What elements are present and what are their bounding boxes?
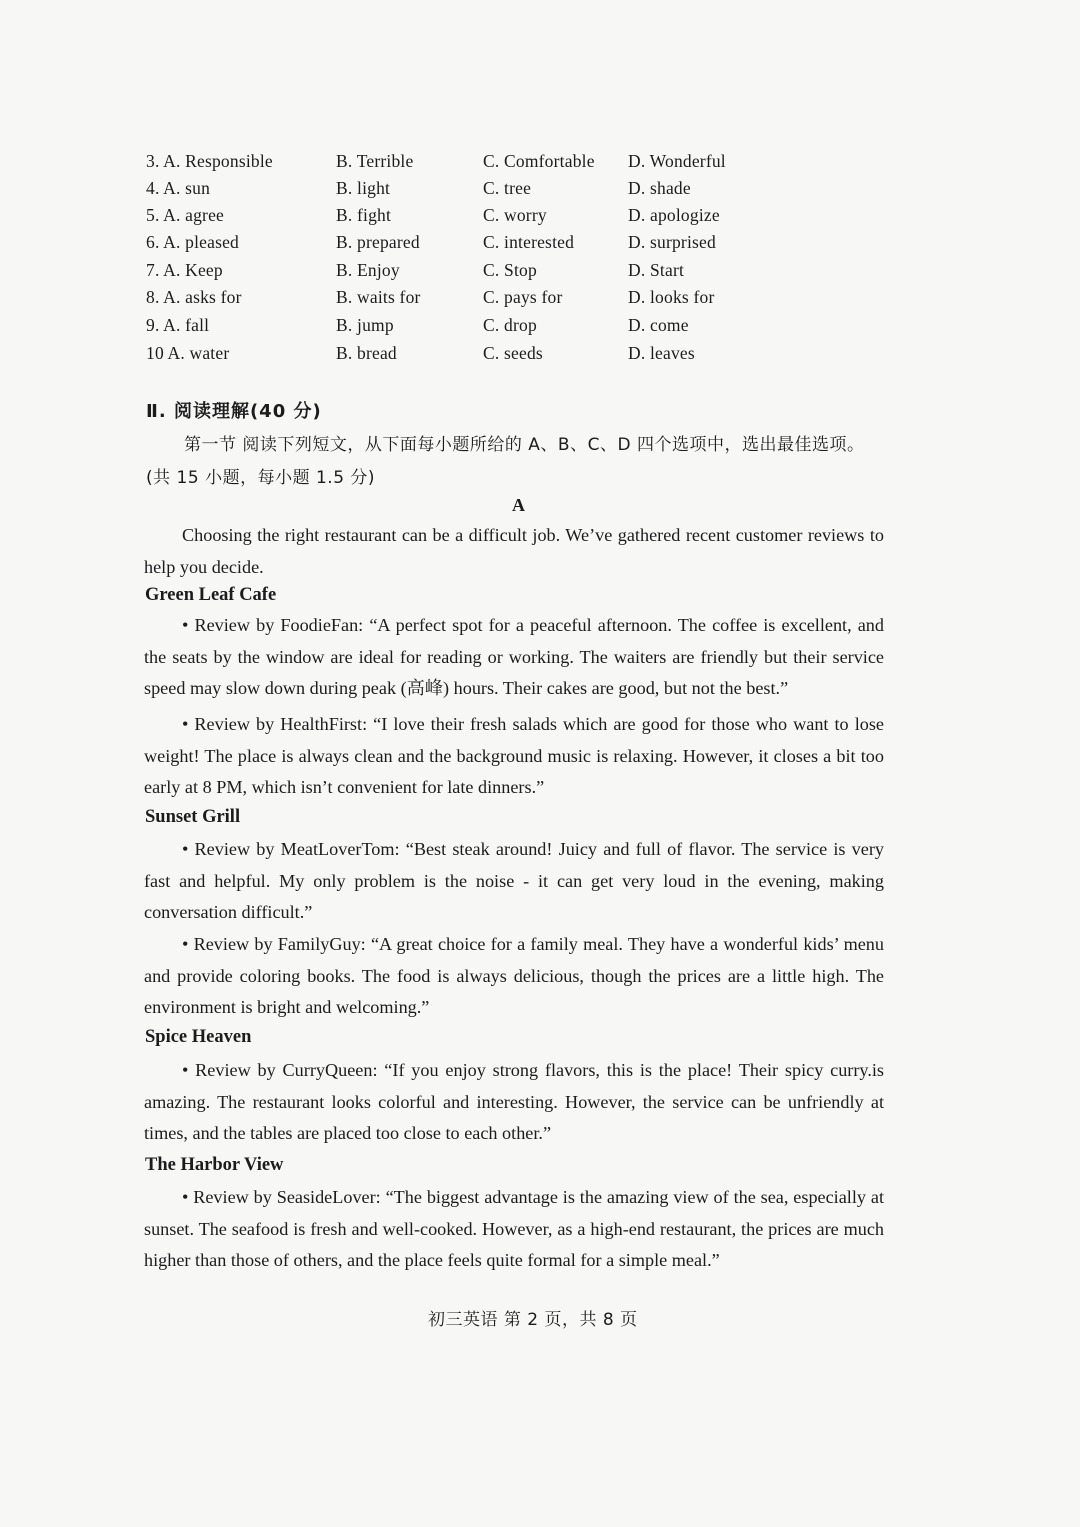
option-b: B. waits for xyxy=(336,287,421,307)
option-b: B. Enjoy xyxy=(336,260,400,280)
option-d: D. leaves xyxy=(628,343,695,363)
option-a: 10 A. water xyxy=(146,343,230,363)
option-c: C. seeds xyxy=(483,343,543,363)
option-a: 4. A. sun xyxy=(146,178,211,198)
restaurant-heading: Green Leaf Cafe xyxy=(145,585,277,605)
passage-intro: Choosing the right restaurant can be a difficult job. We’ve gathered recent customer reviews to help you decide. xyxy=(144,525,884,577)
review-paragraph: • Review by MeatLoverTom: “Best steak around! Juicy and full of flavor. The service is very fast and helpful. My only problem is the noise - it can get very loud in the evening, making conversation difficult.” xyxy=(144,839,884,922)
option-b: B. Terrible xyxy=(336,151,414,171)
option-b: B. light xyxy=(336,178,391,198)
option-c: C. Comfortable xyxy=(483,151,595,171)
section-title: Ⅱ. 阅读理解(40 分) xyxy=(146,401,322,422)
option-b: B. bread xyxy=(336,343,397,363)
review-paragraph: • Review by CurryQueen: “If you enjoy strong flavors, this is the place! Their spicy curry.is amazing. The restaurant looks colorful and interesting. However, the service can be unfriendly at times, and the tables are placed too close to each other.” xyxy=(144,1060,884,1143)
option-c: C. pays for xyxy=(483,287,563,307)
option-b: B. prepared xyxy=(336,232,420,252)
option-b: B. fight xyxy=(336,205,392,225)
section-instruction-scoring: (共 15 小题，每小题 1.5 分) xyxy=(146,468,376,488)
review-paragraph: • Review by HealthFirst: “I love their fresh salads which are good for those who want to lose weight! The place is always clean and the background music is relaxing. However, it closes a bit too early at 8 PM, which isn’t convenient for late dinners.” xyxy=(144,714,884,797)
option-b: B. jump xyxy=(336,315,394,335)
option-a: 7. A. Keep xyxy=(146,260,223,280)
restaurant-heading: Sunset Grill xyxy=(145,807,241,827)
option-c: C. tree xyxy=(483,178,532,198)
option-a: 5. A. agree xyxy=(146,205,225,225)
review-paragraph: • Review by SeasideLover: “The biggest advantage is the amazing view of the sea, especially at sunset. The seafood is fresh and well-cooked. However, as a high-end restaurant, the prices are much higher than those of others, and the place feels quite formal for a simple meal.” xyxy=(144,1187,884,1270)
restaurant-heading: The Harbor View xyxy=(145,1155,284,1175)
review-paragraph: • Review by FamilyGuy: “A great choice for a family meal. They have a wonderful kids’ menu and provide coloring books. The food is always delicious, though the prices are a little high. The environment is bright and welcoming.” xyxy=(144,934,884,1017)
option-d: D. surprised xyxy=(628,232,716,252)
option-c: C. worry xyxy=(483,205,547,225)
option-a: 3. A. Responsible xyxy=(146,151,273,171)
passage-label: A xyxy=(512,495,525,515)
review-paragraph: • Review by FoodieFan: “A perfect spot for a peaceful afternoon. The coffee is excellent, and the seats by the window are ideal for reading or working. The waiters are friendly but their service speed may slow down during peak (高峰) hours. Their cakes are good, but not the best.” xyxy=(144,615,884,698)
option-a: 9. A. fall xyxy=(146,315,210,335)
option-c: C. drop xyxy=(483,315,537,335)
option-a: 6. A. pleased xyxy=(146,232,239,252)
option-d: D. come xyxy=(628,315,689,335)
option-c: C. Stop xyxy=(483,260,537,280)
option-d: D. Wonderful xyxy=(628,151,726,171)
option-d: D. Start xyxy=(628,260,685,280)
option-d: D. shade xyxy=(628,178,691,198)
option-a: 8. A. asks for xyxy=(146,287,242,307)
option-d: D. looks for xyxy=(628,287,715,307)
restaurant-heading: Spice Heaven xyxy=(145,1027,252,1047)
option-c: C. interested xyxy=(483,232,575,252)
option-d: D. apologize xyxy=(628,205,720,225)
page-footer: 初三英语 第 2 页，共 8 页 xyxy=(428,1310,638,1330)
section-instruction: 第一节 阅读下列短文，从下面每小题所给的 A、B、C、D 四个选项中，选出最佳选项。 xyxy=(184,435,865,455)
